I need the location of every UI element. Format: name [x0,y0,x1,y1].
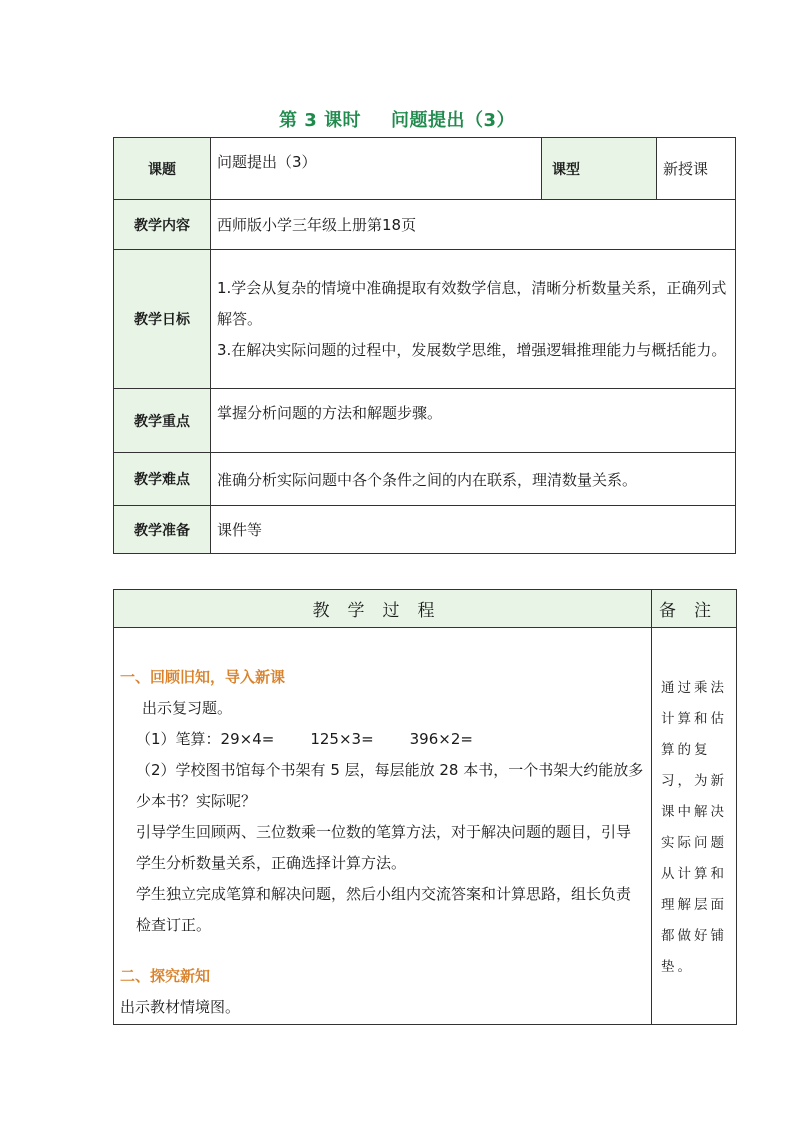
note-cell [652,628,737,1025]
prep-row [114,506,736,554]
content-row [114,200,736,250]
subject-label: 课题 [114,138,211,200]
goal-row [114,250,736,389]
paragraph-review: 出示复习题。 [142,699,233,717]
goal-line-2: 3.在解决实际问题的过程中，发展数学思维，增强逻辑推理能力与概括能力。 [217,340,727,359]
section-2-title: 二、探究新知 [120,967,211,985]
calc-line [120,724,645,755]
difficulty-row [114,453,736,506]
paragraph-guide: 引导学生回顾两、三位数乘一位数的笔算方法，对于解决问题的题目，引导学生分析数量关系，正确选择计算方法。 [136,823,632,872]
content-label: 教学内容 [114,200,211,250]
calc-2: 125×3= [310,730,374,748]
calc-1: 29×4= [220,730,275,748]
paragraph-scene: 出示教材情境图。 [120,998,241,1016]
process-body-row [114,628,737,1025]
paragraph-practice: 学生独立完成笔算和解决问题，然后小组内交流答案和计算思路，组长负责检查订正。 [136,885,632,934]
goal-label: 教学日标 [114,250,211,389]
lesson-number: 第 3 课时 [278,110,362,131]
note-text: 通过乘法计算和估算的复习，为新课中解决实际问题从计算和理解层面都做好铺垫。 [661,680,727,975]
teaching-process-table [113,589,737,1025]
type-value: 新授课 [657,138,736,200]
key-row [114,389,736,453]
lesson-info-table [113,137,736,554]
paragraph-problem: （2）学校图书馆每个书架有 5 层，每层能放 28 本书，一个书架大约能放多少本书？实际呢？ [136,761,644,810]
prep-label: 教学准备 [114,506,211,554]
process-content-cell [114,628,652,1025]
key-label: 教学重点 [114,389,211,453]
process-header-row [114,590,737,628]
goal-value [211,250,736,389]
lesson-topic: 问题提出（3） [391,110,516,131]
key-value: 掌握分析问题的方法和解题步骤。 [211,389,736,453]
section-1-title: 一、回顾旧知，导入新课 [120,668,286,686]
difficulty-label: 教学难点 [114,453,211,506]
process-header: 教学过程 [114,590,652,628]
prep-value: 课件等 [211,506,736,554]
calc-3: 396×2= [409,730,473,748]
calc-label: （1）笔算： [136,730,221,748]
subject-row [114,138,736,200]
page-title [0,106,794,132]
goal-line-1: 1.学会从复杂的情境中准确提取有效数学信息，清晰分析数量关系，正确列式解答。 [217,278,727,328]
difficulty-value: 准确分析实际问题中各个条件之间的内在联系，理清数量关系。 [211,453,736,506]
note-header: 备注 [652,590,737,628]
content-value: 西师版小学三年级上册第18页 [211,200,736,250]
subject-value: 问题提出（3） [211,138,542,200]
type-label: 课型 [542,138,657,200]
